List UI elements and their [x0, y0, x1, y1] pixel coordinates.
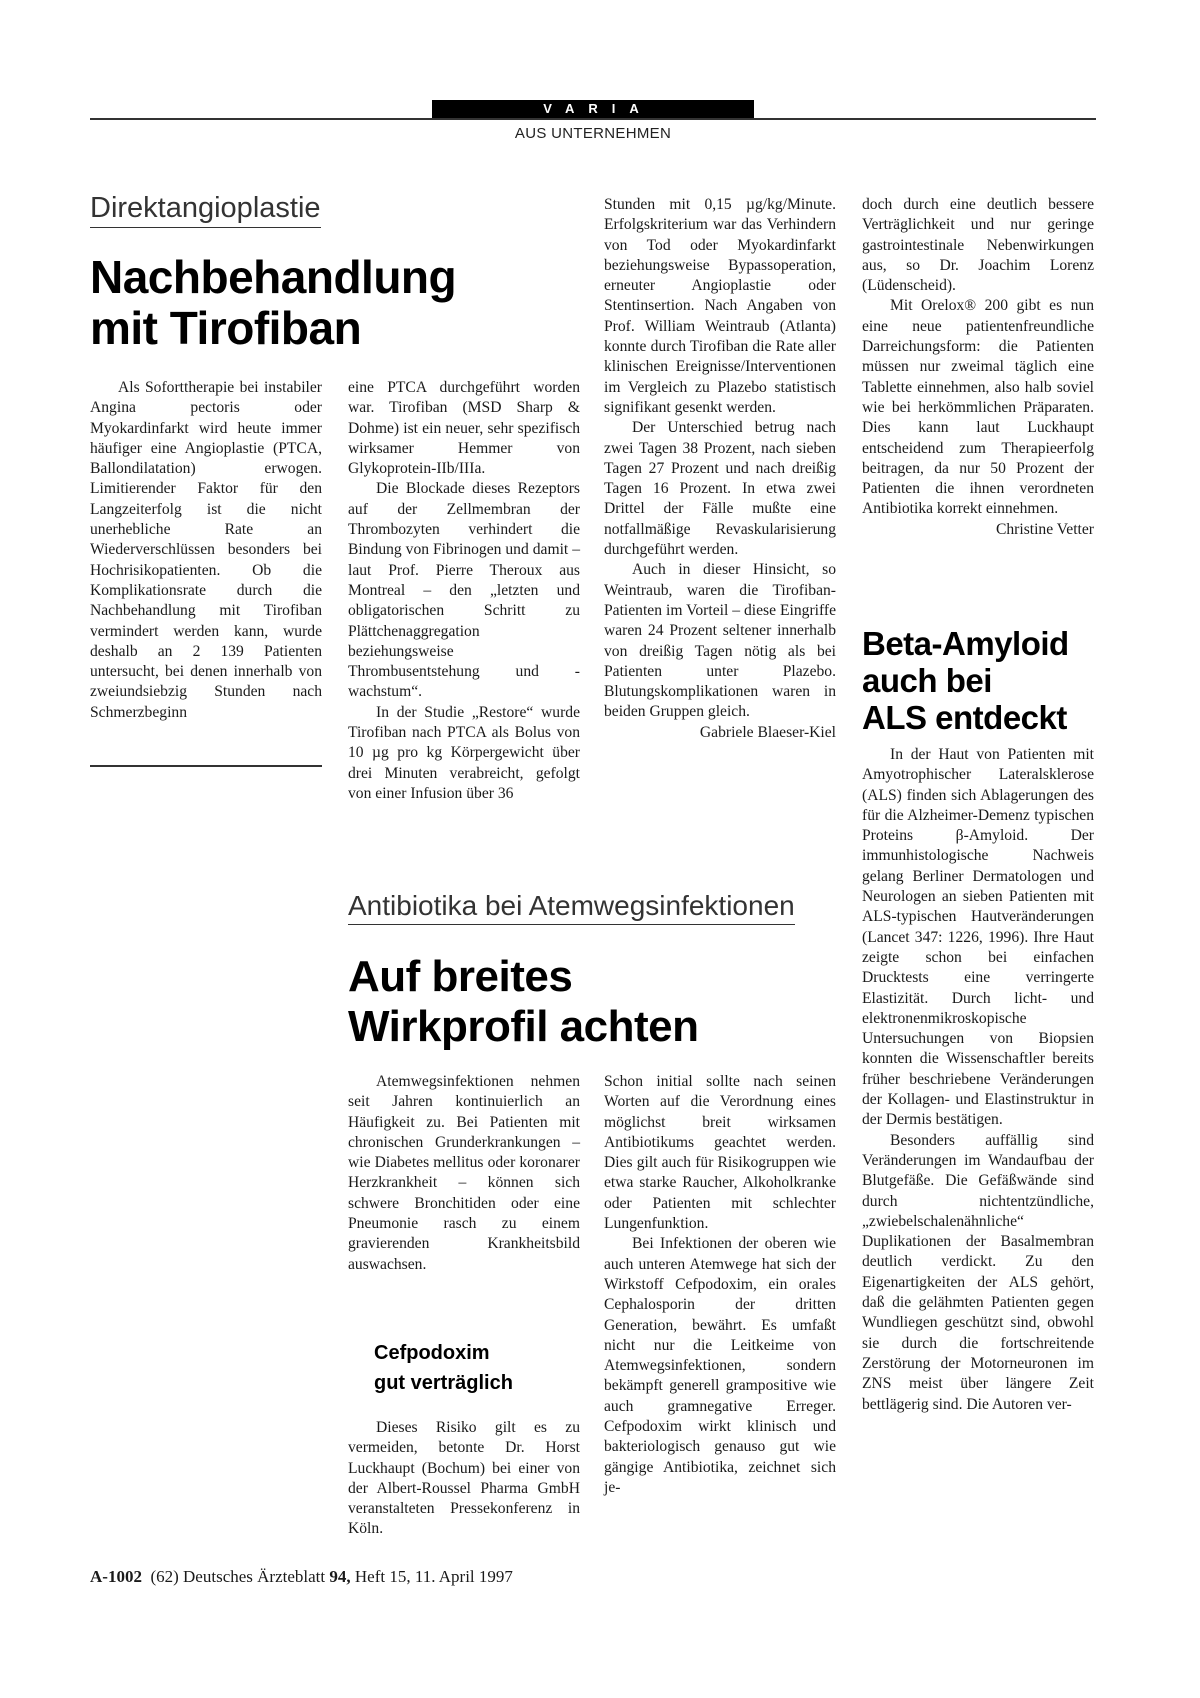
article1-author: Gabriele Blaeser-Kiel — [699, 723, 836, 741]
article2-headline — [348, 952, 698, 1052]
page-footer — [90, 1567, 513, 1587]
footer-page-code: A-1002 — [90, 1567, 142, 1586]
paragraph: eine PTCA durchgeführt worden war. Tirofiban (MSD Sharp & Dohme) ist ein neuer, sehr spezifisch wirksamer Hemmer von Glykoprotein-IIb/IIIa. — [348, 379, 580, 478]
subsection-label: AUS UNTERNEHMEN — [514, 125, 672, 142]
paragraph: Besonders auffällig sind Veränderungen im Wandaufbau der Blutgefäße. Die Gefäßwände sind durch nichtentzündliche, „zwiebelschalenähnliche“ Duplikationen der Basalmembran deutlich verdickt. Zu den Eigenartigkeiten der ALS gehört, daß die gelähmten Patienten gegen Wundliegen geschützt sind, obwohl sie durch die fortschreitende Zerstörung der Motorneuronen im ZNS meist über längere Zeit bettlägerig sind. Die Autoren ver- — [862, 1131, 1094, 1413]
article2-kicker: Antibiotika bei Atemwegsinfektionen — [348, 890, 795, 925]
paragraph: Bei Infektionen der oberen wie auch unteren Atemwege hat sich der Wirkstoff Cefpodoxim, ein orales Cephalosporin der dritten Generation, bewährt. Es umfaßt nicht nur die Leitkeime von Atemwegsinfektionen, sondern bekämpft generell grampositive wie auch gramnegative Erreger. Cefpodoxim wirkt klinisch und bakteriologisch genauso gut wie gängige Antibiotika, zeichnet sich je- — [604, 1235, 836, 1496]
article3-headline-line2: auch bei — [862, 662, 992, 699]
paragraph: In der Haut von Patienten mit Amyotrophischer Lateralsklerose (ALS) finden sich Ablagerungen des für die Alzheimer-Demenz typischen Proteins β-Amyloid. Der immunhistologische Nachweis gelang Berliner Dermatologen und Neurologen an sieben Patienten mit ALS-typischen Hautveränderungen (Lancet 347: 1226, 1996). Ihre Haut zeigte schon bei einfachen Drucktests eine verringerte Elastizität. Durch licht- und elektronenmikroskopische Untersuchungen von Biopsien konnten die Wissenschaftler bereits früher beschriebene Veränderungen der Kollagen- und Elastinstruktur in der Dermis bestätigen. — [862, 746, 1094, 1129]
article2-column-2 — [604, 1072, 836, 1498]
paragraph: Die Blockade dieses Rezeptors auf der Zellmembran der Thrombozyten verhindert die Bindung von Fibrinogen und damit – laut Prof. Pierre Theroux aus Montreal – den „letzten und obligatorischen Schritt zu Plättchenaggregation beziehungsweise Thrombusentstehung und -wachstum“. — [348, 480, 580, 701]
footer-issue: Heft 15, 11. April 1997 — [354, 1567, 513, 1586]
article2-subhead — [374, 1338, 513, 1398]
article2-column-1 — [348, 1072, 580, 1275]
article1-column-3 — [604, 195, 836, 743]
paragraph: Als Soforttherapie bei instabiler Angina pectoris oder Myokardinfarkt wird heute immer häufiger eine Angioplastie (PTCA, Ballondilatation) erwogen. Limitierender Faktor für den Langzeiterfolg ist die nicht unerhebliche Rate an Wiederverschlüssen besonders bei Hochrisikopatienten. Ob die Komplikationsrate durch die Nachbehandlung mit Tirofiban vermindert werden kann, wurde deshalb an 2 139 Patienten untersucht, bei denen innerhalb von zweiundsiebzig Stunden nach Schmerzbeginn — [90, 379, 322, 721]
section-label: VARIA — [432, 100, 754, 118]
article2-headline-line1: Auf breites — [348, 952, 573, 1001]
paragraph: In der Studie „Restore“ wurde Tirofiban nach PTCA als Bolus von 10 µg pro kg Körpergewicht über drei Minuten verabreicht, gefolgt von einer Infusion über 36 — [348, 703, 580, 802]
article2-subhead-line1: Cefpodoxim — [374, 1342, 490, 1364]
article1-headline-line1: Nachbehandlung — [90, 251, 457, 303]
paragraph: Dieses Risiko gilt es zu vermeiden, betonte Dr. Horst Luckhaupt (Bochum) bei einer von der Albert-Roussel Pharma GmbH veranstalteten Pressekonferenz in Köln. — [348, 1419, 580, 1538]
footer-page-number: (62) — [150, 1567, 179, 1586]
paragraph: Stunden mit 0,15 µg/kg/Minute. Erfolgskriterium war das Verhindern von Tod oder Myokardinfarkt beziehungsweise Bypassoperation, erneuter Angioplastie oder Stentinsertion. Nach Angaben von Prof. William Weintraub (Atlanta) konnte durch Tirofiban die Rate aller klinischen Ereignisse/Interventionen im Vergleich zu Plazebo statistisch signifikant gesenkt werden. — [604, 196, 836, 416]
footer-journal: Deutsches Ärzteblatt — [183, 1567, 326, 1586]
footer-volume: 94, — [329, 1567, 351, 1586]
article2-column-1-continued — [348, 1418, 580, 1540]
article2-author: Christine Vetter — [995, 520, 1094, 538]
article1-headline — [90, 252, 456, 353]
paragraph: Der Unterschied betrug nach zwei Tagen 38 Prozent, nach sieben Tagen 27 Prozent und nach dreißig Tagen 16 Prozent. In etwa zwei Drittel der Fälle mußte eine notfallmäßige Revaskularisierung durchgeführt werden. — [604, 419, 836, 559]
article1-headline-line2: mit Tirofiban — [90, 301, 362, 354]
article3-column — [862, 745, 1094, 1415]
article2-subhead-line2: gut verträglich — [374, 1372, 513, 1394]
article2-column-3 — [862, 195, 1094, 540]
article1-column-2 — [348, 378, 580, 804]
paragraph: doch durch eine deutlich bessere Verträglichkeit und nur geringe gastrointestinale Nebenwirkungen aus, so Dr. Joachim Lorenz (Lüdenscheid). — [862, 196, 1094, 295]
paragraph: Mit Orelox® 200 gibt es nun eine neue patientenfreundliche Darreichungsform: die Patienten müssen nur zweimal täglich eine Tablette einnehmen, also halb soviel wie bei herkömmlichen Präparaten. Dies kann laut Luckhaupt entscheidend zum Therapieerfolg beitragen, da nur 50 Prozent der Patienten die ihnen verordneten Antibiotika korrekt einnehmen. — [862, 297, 1094, 518]
paragraph: Schon initial sollte nach seinen Worten auf die Verordnung eines möglichst breit wirksamen Antibiotikums geachtet werden. Dies gilt auch für Risikogruppen wie etwa starke Raucher, Alkoholkranke oder Patienten mit schlechter Lungenfunktion. — [604, 1073, 836, 1233]
article3-headline-line1: Beta-Amyloid — [862, 625, 1069, 662]
paragraph: Atemwegsinfektionen nehmen seit Jahren kontinuierlich an Häufigkeit zu. Bei Patienten mit chronischen Grunderkrankungen – wie Diabetes mellitus oder koronarer Herzkrankheit – können sich schwere Bronchitiden oder eine Pneumonie rasch zu einem gravierenden Krankheitsbild auswachsen. — [348, 1073, 580, 1273]
article3-headline-line3: ALS entdeckt — [862, 699, 1067, 736]
article3-headline — [862, 625, 1069, 736]
header-rule — [90, 118, 1096, 120]
paragraph: Auch in dieser Hinsicht, so Weintraub, waren die Tirofiban-Patienten im Vorteil – diese Eingriffe waren 24 Prozent seltener innerhalb von dreißig Tagen nötig als bei Patienten unter Plazebo. Blutungskomplikationen waren in beiden Gruppen gleich. — [604, 561, 836, 721]
article1-column-1 — [90, 378, 322, 723]
column-end-rule — [90, 765, 322, 767]
article1-kicker: Direktangioplastie — [90, 192, 321, 228]
article2-headline-line2: Wirkprofil achten — [348, 1002, 699, 1051]
